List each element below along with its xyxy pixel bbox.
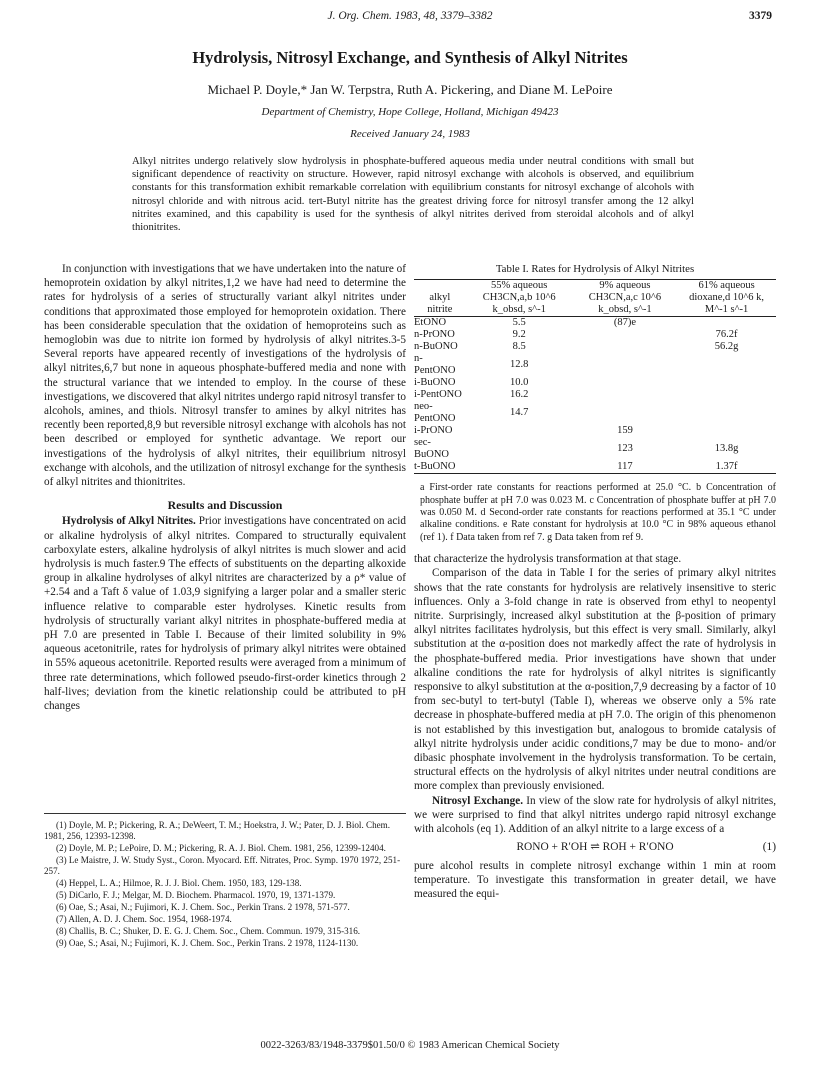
cell xyxy=(573,329,677,341)
cell-name: sec-BuONO xyxy=(414,437,450,461)
cell xyxy=(466,425,573,437)
copyright-footer: 0022-3263/83/1948-3379$01.50/0 © 1983 American Chemical Society xyxy=(260,1040,560,1051)
cell: 159 xyxy=(617,425,633,437)
cell xyxy=(677,377,776,389)
cell-name: n-PentONO xyxy=(414,353,456,377)
footnote-rule xyxy=(44,813,406,814)
footnote: (2) Doyle, M. P.; LePoire, D. M.; Pickering, R. A. J. Biol. Chem. 1981, 256, 12399-12404. xyxy=(56,843,386,853)
cell: 9.2 xyxy=(512,329,526,341)
cell-name: i-PrONO xyxy=(414,425,453,437)
table-row xyxy=(414,437,776,461)
left-column xyxy=(44,262,406,713)
table-row xyxy=(414,389,776,401)
cell-name: n-PrONO xyxy=(414,329,455,341)
table-row xyxy=(414,425,776,437)
cell xyxy=(573,377,677,389)
cell xyxy=(677,389,776,401)
table-notes: a First-order rate constants for reactions performed at 25.0 °C. b Concentration of phosphate buffer at pH 7.0 was 0.023 M. c Concentration of phosphate buffer at pH 7.0 was 0.050 M. d Second-order rate constants for reactions performed at 35.1 °C under alkaline conditions. e Rate constant for hydrolysis at 10.0 °C in 98% aqueous ethanol (ref 1). f Data taken from ref 7. g Data taken from ref 9. xyxy=(420,482,776,543)
section-heading: Results and Discussion xyxy=(167,498,283,513)
exchange-text: In view of the slow rate for hydrolysis of alkyl nitrites, we were surprised to find that alkyl nitrites undergo rapid nitrosyl exchange with alcohols (eq 1). Addition of an alkyl nitrite to a large excess of a xyxy=(414,794,776,836)
abstract: Alkyl nitrites undergo relatively slow hydrolysis in phosphate-buffered aqueous media under neutral conditions with small but significant dependence of reactivity on structure. However, rapid nitrosyl exchange with alcohols is observed, and equilibrium constants for this transformation exhibit remarkable correlation with equilibrium constants for nitrosyl exchange of alcohols with nitrosyl chloride and with nitrous acid. tert-Butyl nitrite has the greatest driving force for nitrosyl transfer among the 12 alkyl nitrites examined, and this capability is used for the synthesis of alkyl nitrites derived from steroidal alcohols and of alkyl thionitrites. xyxy=(132,156,694,234)
cell-name: t-BuONO xyxy=(414,461,456,473)
received-date: Received January 24, 1983 xyxy=(350,128,470,140)
author-list: Michael P. Doyle,* Jan W. Terpstra, Ruth A. Pickering, and Diane M. LePoire xyxy=(207,82,613,97)
results-paragraph xyxy=(44,514,406,713)
cell: 10.0 xyxy=(509,377,529,389)
cell xyxy=(573,401,677,425)
table-row xyxy=(414,317,776,330)
footnotes xyxy=(44,813,406,950)
cell: 117 xyxy=(617,461,633,473)
cell: 16.2 xyxy=(509,389,529,401)
cell: 12.8 xyxy=(509,359,529,371)
intro-paragraph: In conjunction with investigations that we have undertaken into the nature of hemoprotein oxidation by alkyl nitrites,1,2 we have had need to determine the rates for hydrolysis of a series of structurally variant alkyl nitrites under conditions that approximated those employed for hemoprotein oxidation. There has been considerable speculation that the oxidation of hemoproteins such as hemoglobin was due to nitrite ion formed by hydrolysis of alkyl nitrites.3-5 Several reports have appeared recently of investigations of the hydrolysis of alkyl nitrites,6,7 but none in aqueous phosphate-buffered media and none with the structural variance that we intended to employ. In the course of these investigations, we discovered that alkyl nitrites undergo rapid nitrosyl transfer to alcohols, amines, and thiols. Nitrosyl transfer to amines by alkyl nitrites has recently been reported,8,9 but reversible nitrosyl exchange with alcohols has not been described or employed for synthetic advantage. We report our investigations of the hydrolysis of alkyl nitrites, their equilibrium nitrosyl exchange with alcohols, and the utilization of nitrosyl exchange for the synthesis of alkyl nitrites and thionitrites. xyxy=(44,263,406,489)
cell: 5.5 xyxy=(512,317,526,329)
table-row xyxy=(414,401,776,425)
comparison-paragraph: Comparison of the data in Table I for the series of primary alkyl nitrites shows that the rate constants for hydrolysis are relatively insensitive to steric influences. Only a 3-fold change in rate is observed from ethyl to neopentyl nitrite. Surprisingly, increased alkyl substitution at the β-position of primary alkyl nitrites facilitates hydrolysis, but this effect is very small. Similarly, alkyl substitution at the α-position does not markedly affect the rate of hydrolysis in the phosphate-buffered media. Prior investigations have shown that under alkaline conditions the rate for hydrolysis of alkyl nitrites is significantly responsive to alkyl substitution at the α-position,7,9 decreasing by a factor of 10 from sec-butyl to tert-butyl (Table I), whereas we observe only a 5% rate decrease in phosphate-buffered media at pH 7.0. The origin of this phenomenon is not established by this investigation but, analogous to bromide catalysis of alkyl nitrite hydrolysis under acidic conditions,7 may be due to mono- and/or dibasic phosphate involvement in the hydrolysis transformation. To be certain, structural effects on the hydrolysis of alkyl nitrites under neutral conditions are more complex than previously envisioned. xyxy=(414,567,776,793)
cell: 14.7 xyxy=(509,407,529,419)
footnote: (5) DiCarlo, F. J.; Melgar, M. D. Biochem. Pharmacol. 1970, 19, 1371-1379. xyxy=(56,890,336,900)
cell xyxy=(573,353,677,377)
footnote: (9) Oae, S.; Asai, N.; Fujimori, K. J. Chem. Soc., Perkin Trans. 2 1978, 1124-1130. xyxy=(56,938,359,948)
table-header: alkyl nitrite xyxy=(427,292,453,316)
results-text: Prior investigations have concentrated on acid or alkaline hydrolysis of alkyl nitrites. Compared to structurally equivalent carboxylate esters, alkaline hydrolysis of alkyl nitrites is much slower and acid hydrolysis is much faster.9 The effects of substituents on the departing alkoxide group in alkaline hydrolyses of alkyl nitrites are characterized by a ρ* value of +2.54 and a Taft δ value of 1.03,9 signifying a larger polar and a smaller steric influence relative to comparable ester hydrolyses. Kinetic results from hydrolysis of structurally variant alkyl nitrites in phosphate-buffered media at pH 7.0 are presented in Table I. Because of their limited solubility in 9% aqueous acetonitrile, rates for hydrolysis of primary alkyl nitrites were obtained in 55% aqueous acetonitrile. Reported results were averaged from a minimum of three rate determinations, which followed pseudo-first-order kinetics through 2 half-lives; deviation from the kinetic relationship could be attributed to pH changes xyxy=(44,515,407,713)
cell: 1.37f xyxy=(715,461,738,473)
footnote: (1) Doyle, M. P.; Pickering, R. A.; DeWeert, T. M.; Hoekstra, J. W.; Pater, D. J. Biol. Chem. 1981, 256, 12393-12398. xyxy=(44,820,390,841)
table-header: 61% aqueous dioxane,d 10^6 k, M^-1 s^-1 xyxy=(689,280,765,316)
cell-name: n-BuONO xyxy=(414,341,458,353)
right-column xyxy=(414,262,776,901)
table-row xyxy=(414,341,776,353)
footnote: (4) Heppel, L. A.; Hilmoe, R. J. J. Biol. Chem. 1950, 183, 129-138. xyxy=(56,878,302,888)
cell: 123 xyxy=(617,443,633,455)
affiliation: Department of Chemistry, Hope College, Holland, Michigan 49423 xyxy=(261,106,559,118)
footnote: (8) Challis, B. C.; Shuker, D. E. G. J. Chem. Soc., Chem. Commun. 1979, 315-316. xyxy=(56,926,361,936)
equation-text: RONO + R′OH ⇌ ROH + R′ONO xyxy=(516,841,674,854)
exchange-subheading: Nitrosyl Exchange. xyxy=(432,794,523,807)
cell: 8.5 xyxy=(512,341,526,353)
equation-number: (1) xyxy=(762,841,776,854)
hydrolysis-subheading: Hydrolysis of Alkyl Nitrites. xyxy=(62,515,196,528)
table-row xyxy=(414,329,776,341)
exchange-paragraph xyxy=(414,794,776,837)
cell-name: EtONO xyxy=(414,317,447,329)
footnote: (7) Allen, A. D. J. Chem. Soc. 1954, 1968-1974. xyxy=(56,914,232,924)
table-row xyxy=(414,461,776,474)
table-row xyxy=(414,377,776,389)
cell xyxy=(677,425,776,437)
journal-citation: J. Org. Chem. 1983, 48, 3379–3382 xyxy=(327,10,493,22)
cell xyxy=(573,389,677,401)
rates-table xyxy=(414,279,776,474)
table-header: 55% aqueous CH3CN,a,b 10^6 k_obsd, s^-1 xyxy=(482,280,556,316)
footnote: (3) Le Maistre, J. W. Study Syst., Coron. Myocard. Eff. Nitrates, Proc. Symp. 1970 1972, 251-257. xyxy=(44,855,401,876)
cell: 56.2g xyxy=(714,341,739,353)
article-title: Hydrolysis, Nitrosyl Exchange, and Synthesis of Alkyl Nitrites xyxy=(192,48,628,67)
equation-1 xyxy=(414,840,776,854)
cell: 13.8g xyxy=(714,443,739,455)
cell: 76.2f xyxy=(715,329,738,341)
cell xyxy=(466,461,573,474)
equilibrium-paragraph: pure alcohol results in complete nitrosyl exchange within 1 min at room temperature. To investigate this transformation in greater detail, we have measured the equi- xyxy=(414,859,776,900)
continuation-paragraph: that characterize the hydrolysis transformation at that stage. xyxy=(414,553,682,566)
page-number: 3379 xyxy=(749,10,772,22)
cell xyxy=(677,401,776,425)
cell-name: i-PentONO xyxy=(414,389,462,401)
cell-name: neo-PentONO xyxy=(414,401,456,425)
cell xyxy=(677,317,776,330)
cell: (87)e xyxy=(613,317,637,329)
cell xyxy=(466,437,573,461)
table-title: Table I. Rates for Hydrolysis of Alkyl Nitrites xyxy=(495,263,695,275)
cell xyxy=(573,341,677,353)
table-row xyxy=(414,353,776,377)
footnote: (6) Oae, S.; Asai, N.; Fujimori, K. J. Chem. Soc., Perkin Trans. 2 1978, 571-577. xyxy=(56,902,350,912)
cell-name: i-BuONO xyxy=(414,377,456,389)
table-header: 9% aqueous CH3CN,a,c 10^6 k_obsd, s^-1 xyxy=(588,280,662,316)
cell xyxy=(677,353,776,377)
